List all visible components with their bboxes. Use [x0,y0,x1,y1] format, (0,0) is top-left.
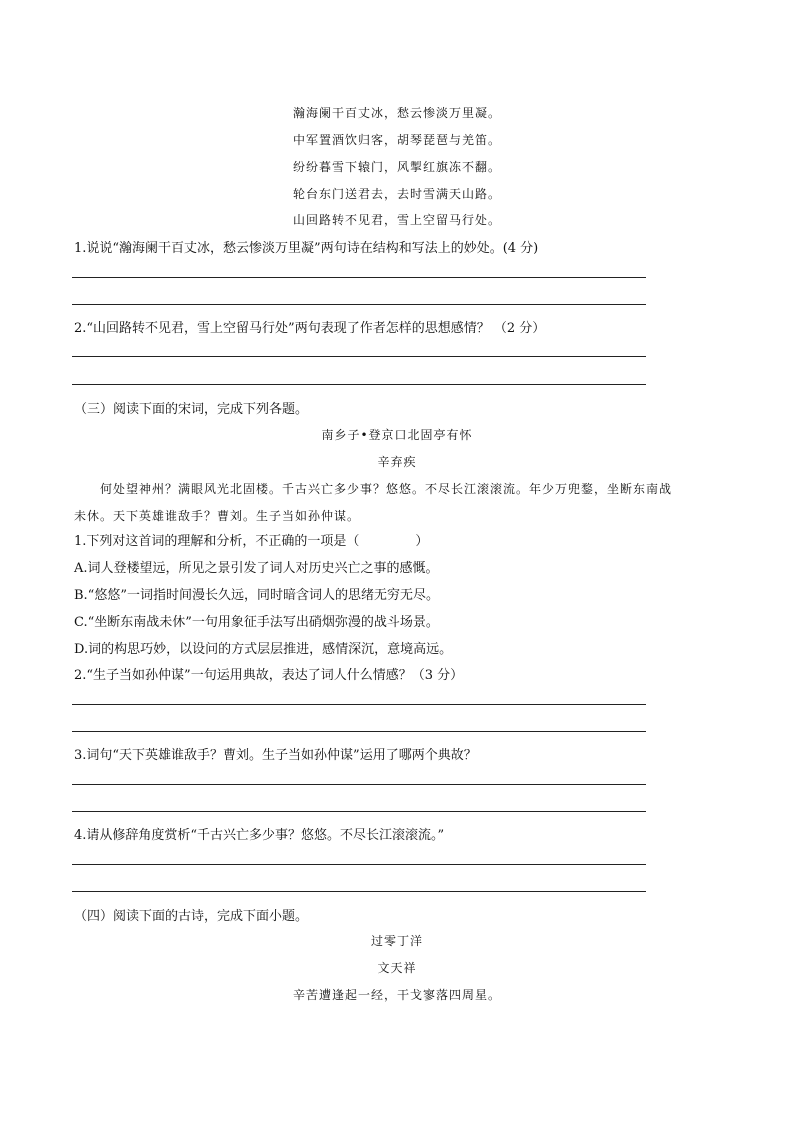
section-3-question-1 [74,530,428,549]
ci-text-line-2: 未休。天下英雄谁敌手？曹刘。生子当如孙仲谋。 [74,509,361,523]
question-close: ） [415,534,429,549]
option-b: B.“悠悠”一词指时间漫长久远，同时暗含词人的思绪无穷无尽。 [74,588,439,603]
section-4-title: 过零丁洋 [370,934,423,948]
section-3-title: 南乡子•登京口北固亭有怀 [321,428,473,442]
answer-line [72,731,646,732]
answer-line [72,891,646,892]
section-3-heading: （三）阅读下面的宋词，完成下列各题。 [74,402,309,417]
option-c: C.“坐断东南战未休”一句用象征手法写出硝烟弥漫的战斗场景。 [74,615,439,630]
poem-line-5: 山回路转不见君，雪上空留马行处。 [292,213,501,227]
poem-line-3: 纷纷暮雪下辕门，风掣红旗冻不翻。 [292,160,501,174]
poem-line-4: 轮台东门送君去，去时雪满天山路。 [292,187,501,201]
question-2: 2.“山回路转不见君，雪上空留马行处”两句表现了作者怎样的思想感情？ （2 分） [74,321,546,336]
poem-line-1: 瀚海阑干百丈冰，愁云惨淡万里凝。 [292,106,501,120]
answer-line [72,784,646,785]
answer-line [72,356,646,357]
section-3-question-4: 4.请从修辞角度赏析“千古兴亡多少事？悠悠。不尽长江滚滚流。” [74,828,445,843]
answer-line [72,704,646,705]
question-stem: 1.下列对这首词的理解和分析，不正确的一项是（ [74,534,360,549]
option-d: D.词的构思巧妙，以设问的方式层层推进，感情深沉，意境高远。 [74,642,453,657]
answer-line [72,864,646,865]
section-3-author: 辛弃疾 [377,455,417,469]
answer-line [72,384,646,385]
section-3-question-3: 3.词句“天下英雄谁敌手？曹刘。生子当如孙仲谋”运用了哪两个典故？ [74,748,477,763]
section-3-question-2: 2.“生子当如孙仲谋”一句运用典故，表达了词人什么情感？（3 分） [74,668,464,683]
question-1: 1.说说“瀚海阑干百丈冰，愁云惨淡万里凝”两句诗在结构和写法上的妙处。(4 分) [74,241,539,256]
answer-line [72,304,646,305]
ci-text-line-1: 何处望神州？满眼风光北固楼。千古兴亡多少事？悠悠。不尽长江滚滚流。年少万兜鍪，坐断东南战 [100,482,673,496]
section-4-poem-line-1: 辛苦遭逢起一经，干戈寥落四周星。 [292,988,501,1002]
section-4-heading: （四）阅读下面的古诗，完成下面小题。 [74,909,309,924]
option-a: A.词人登楼望远，所见之景引发了词人对历史兴亡之事的感慨。 [74,561,439,576]
poem-line-2: 中军置酒饮归客，胡琴琵琶与羌笛。 [292,133,501,147]
section-4-author: 文天祥 [377,961,417,975]
answer-line [72,277,646,278]
answer-line [72,811,646,812]
